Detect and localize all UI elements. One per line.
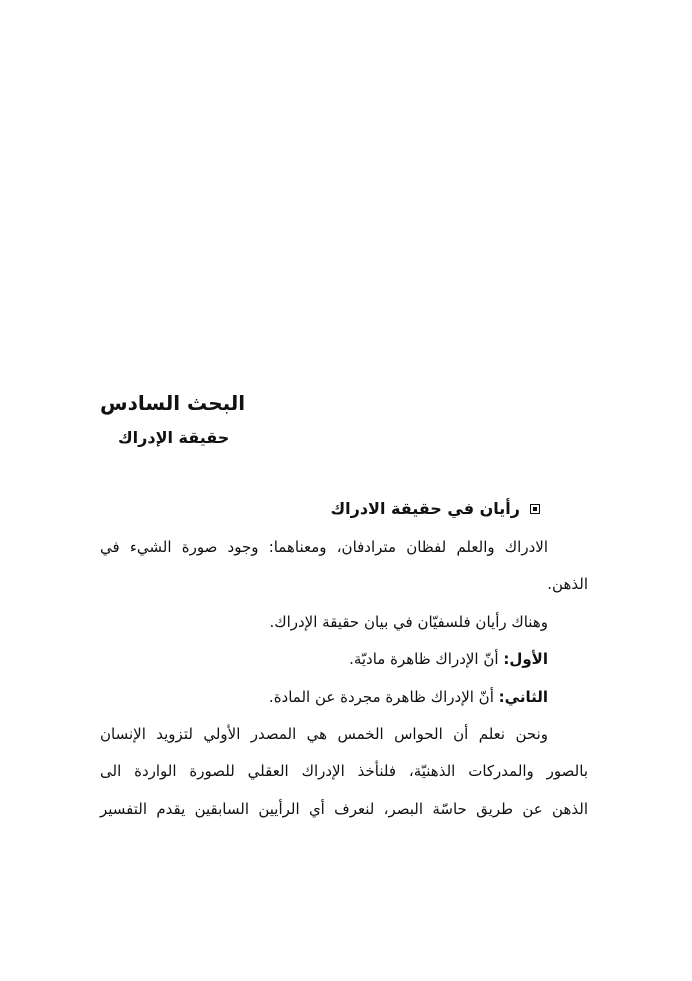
body-line-second-view: [269, 686, 548, 708]
body-line: الذهن.: [547, 575, 588, 593]
body-line: ونحن نعلم أن الحواس الخمس هي المصدر الأولي لتزويد الإنسان: [100, 725, 548, 743]
body-line: الادراك والعلم لفظان مترادفان، ومعناهما: وجود صورة الشيء في: [100, 538, 548, 556]
label-first: الأول:: [503, 650, 548, 668]
body-line: وهناك رأيان فلسفيّان في بيان حقيقة الإدراك.: [269, 613, 548, 631]
chapter-subtitle: حقيقة الإدراك: [118, 428, 230, 447]
second-view-text: أنّ الإدراك ظاهرة مجردة عن المادة.: [268, 688, 494, 706]
body-line: الذهن عن طريق حاسّة البصر، لنعرف أي الرأيين السابقين يقدم التفسير: [100, 800, 588, 818]
section-heading-text: رأيان في حقيقة الادراك: [330, 499, 520, 518]
body-line: بالصور والمدركات الذهنيّة، فلنأخذ الإدراك العقلي للصورة الواردة الى: [100, 762, 588, 780]
body-line-first-view: [349, 648, 548, 670]
label-second: الثاني:: [498, 688, 548, 706]
section-heading: [330, 499, 540, 518]
chapter-title: البحث السادس: [100, 391, 246, 415]
first-view-text: أنّ الإدراك ظاهرة ماديّة.: [349, 650, 499, 668]
square-bullet-icon: [530, 504, 540, 514]
